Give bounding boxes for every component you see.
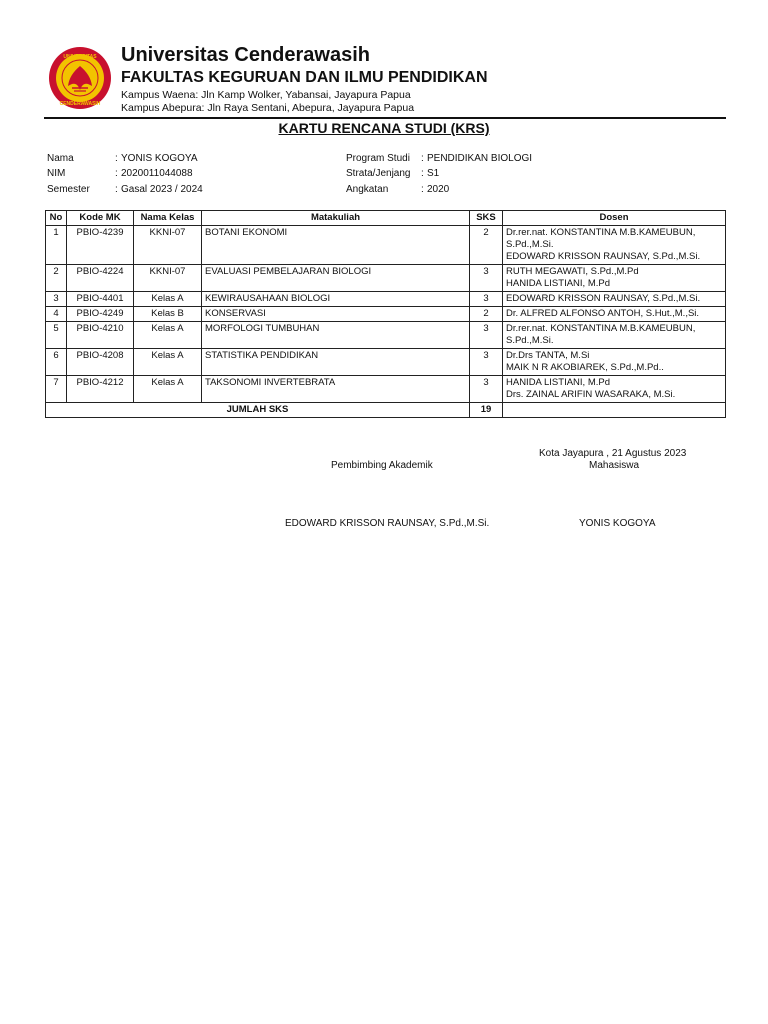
angkatan-label: Angkatan xyxy=(346,184,389,195)
place-date: Kota Jayapura , 21 Agustus 2023 xyxy=(539,448,687,459)
table-row xyxy=(46,349,726,376)
row-kode-mk: PBIO-4401 xyxy=(67,292,134,307)
row-sks: 3 xyxy=(470,349,503,376)
header-dosen: Dosen xyxy=(503,211,726,226)
strata-separator: : xyxy=(421,168,424,179)
strata-label: Strata/Jenjang xyxy=(346,168,411,179)
angkatan-separator: : xyxy=(421,184,424,195)
row-dosen xyxy=(503,307,726,322)
row-kode-mk: PBIO-4208 xyxy=(67,349,134,376)
table-body xyxy=(46,226,726,403)
campus-address-abepura: Kampus Abepura: Jln Raya Sentani, Abepura, Jayapura Papua xyxy=(121,102,415,114)
row-nama-kelas: Kelas A xyxy=(134,292,202,307)
student-label: Mahasiswa xyxy=(589,460,640,471)
table-row xyxy=(46,322,726,349)
nim-value: 2020011044088 xyxy=(121,168,193,179)
row-no: 6 xyxy=(46,349,67,376)
row-nama-kelas: Kelas A xyxy=(134,322,202,349)
row-matakuliah: EVALUASI PEMBELAJARAN BIOLOGI xyxy=(202,265,470,292)
header-sks: SKS xyxy=(470,211,503,226)
row-kode-mk: PBIO-4212 xyxy=(67,376,134,403)
header-divider xyxy=(44,117,726,119)
dosen-name: Dr.rer.nat. KONSTANTINA M.B.KAMEUBUN, S.Pd.,M.Si. xyxy=(506,227,696,250)
row-dosen xyxy=(503,265,726,292)
row-no: 2 xyxy=(46,265,67,292)
total-label: JUMLAH SKS xyxy=(46,403,470,418)
prodi-label: Program Studi xyxy=(346,153,410,164)
angkatan-value: 2020 xyxy=(427,184,450,195)
row-sks: 3 xyxy=(470,292,503,307)
row-sks: 3 xyxy=(470,265,503,292)
faculty-name: FAKULTAS KEGURUAN DAN ILMU PENDIDIKAN xyxy=(121,69,488,86)
total-row xyxy=(46,403,726,418)
nama-label: Nama xyxy=(47,153,74,164)
table-row xyxy=(46,376,726,403)
total-sks: 19 xyxy=(470,403,503,418)
row-sks: 2 xyxy=(470,307,503,322)
prodi-value: PENDIDIKAN BIOLOGI xyxy=(427,153,533,164)
header-matakuliah: Matakuliah xyxy=(202,211,470,226)
semester-label: Semester xyxy=(47,184,90,195)
row-sks: 2 xyxy=(470,226,503,265)
row-dosen xyxy=(503,322,726,349)
dosen-name: HANIDA LISTIANI, M.Pd xyxy=(506,377,610,388)
row-matakuliah: KONSERVASI xyxy=(202,307,470,322)
header-no: No xyxy=(46,211,67,226)
dosen-name: RUTH MEGAWATI, S.Pd.,M.Pd xyxy=(506,266,639,277)
advisor-label: Pembimbing Akademik xyxy=(331,460,433,471)
row-dosen xyxy=(503,292,726,307)
semester-separator: : xyxy=(115,184,118,195)
dosen-name: HANIDA LISTIANI, M.Pd xyxy=(506,278,610,289)
header-kode-mk: Kode MK xyxy=(67,211,134,226)
table-row xyxy=(46,292,726,307)
row-kode-mk: PBIO-4239 xyxy=(67,226,134,265)
advisor-name: EDOWARD KRISSON RAUNSAY, S.Pd.,M.Si. xyxy=(285,518,490,529)
row-no: 1 xyxy=(46,226,67,265)
semester-value: Gasal 2023 / 2024 xyxy=(121,184,203,195)
dosen-name: EDOWARD KRISSON RAUNSAY, S.Pd.,M.Si. xyxy=(506,293,701,304)
row-nama-kelas: Kelas A xyxy=(134,376,202,403)
table-row xyxy=(46,265,726,292)
row-dosen xyxy=(503,226,726,265)
table-row xyxy=(46,226,726,265)
row-kode-mk: PBIO-4210 xyxy=(67,322,134,349)
dosen-name: Drs. ZAINAL ARIFIN WASARAKA, M.Si. xyxy=(506,389,676,400)
row-nama-kelas: Kelas A xyxy=(134,349,202,376)
row-sks: 3 xyxy=(470,376,503,403)
dosen-name: EDOWARD KRISSON RAUNSAY, S.Pd.,M.Si. xyxy=(506,251,701,262)
krs-table xyxy=(45,210,726,418)
dosen-name: Dr.Drs TANTA, M.Si xyxy=(506,350,590,361)
row-dosen xyxy=(503,376,726,403)
strata-value: S1 xyxy=(427,168,440,179)
header-nama-kelas: Nama Kelas xyxy=(134,211,202,226)
total-empty xyxy=(503,403,726,418)
row-sks: 3 xyxy=(470,322,503,349)
row-dosen xyxy=(503,349,726,376)
row-no: 7 xyxy=(46,376,67,403)
dosen-name: Dr.rer.nat. KONSTANTINA M.B.KAMEUBUN, S.Pd.,M.Si. xyxy=(506,323,696,346)
nim-label: NIM xyxy=(47,168,66,179)
row-matakuliah: KEWIRAUSAHAAN BIOLOGI xyxy=(202,292,470,307)
row-nama-kelas: Kelas B xyxy=(134,307,202,322)
row-kode-mk: PBIO-4224 xyxy=(67,265,134,292)
row-no: 4 xyxy=(46,307,67,322)
row-no: 3 xyxy=(46,292,67,307)
nim-separator: : xyxy=(115,168,118,179)
row-matakuliah: BOTANI EKONOMI xyxy=(202,226,470,265)
campus-address-waena: Kampus Waena: Jln Kamp Wolker, Yabansai, Jayapura Papua xyxy=(121,89,411,101)
row-no: 5 xyxy=(46,322,67,349)
nama-separator: : xyxy=(115,153,118,164)
row-matakuliah: TAKSONOMI INVERTEBRATA xyxy=(202,376,470,403)
university-name: Universitas Cenderawasih xyxy=(121,44,370,66)
dosen-name: Dr. ALFRED ALFONSO ANTOH, S.Hut.,M.,Si. xyxy=(506,308,700,319)
prodi-separator: : xyxy=(421,153,424,164)
logo-text-top: UNIVERSITAS xyxy=(63,54,97,60)
nama-value: YONIS KOGOYA xyxy=(121,153,198,164)
document-title: KARTU RENCANA STUDI (KRS) xyxy=(278,120,490,136)
logo-text-bottom: CENDERAWASIH xyxy=(59,101,101,107)
row-matakuliah: MORFOLOGI TUMBUHAN xyxy=(202,322,470,349)
row-nama-kelas: KKNI-07 xyxy=(134,226,202,265)
dosen-name: MAIK N R AKOBIAREK, S.Pd.,M.Pd.. xyxy=(506,362,664,373)
row-kode-mk: PBIO-4249 xyxy=(67,307,134,322)
university-logo xyxy=(48,46,112,110)
row-nama-kelas: KKNI-07 xyxy=(134,265,202,292)
student-name: YONIS KOGOYA xyxy=(579,518,656,529)
table-row xyxy=(46,307,726,322)
row-matakuliah: STATISTIKA PENDIDIKAN xyxy=(202,349,470,376)
table-header-row xyxy=(46,211,726,226)
